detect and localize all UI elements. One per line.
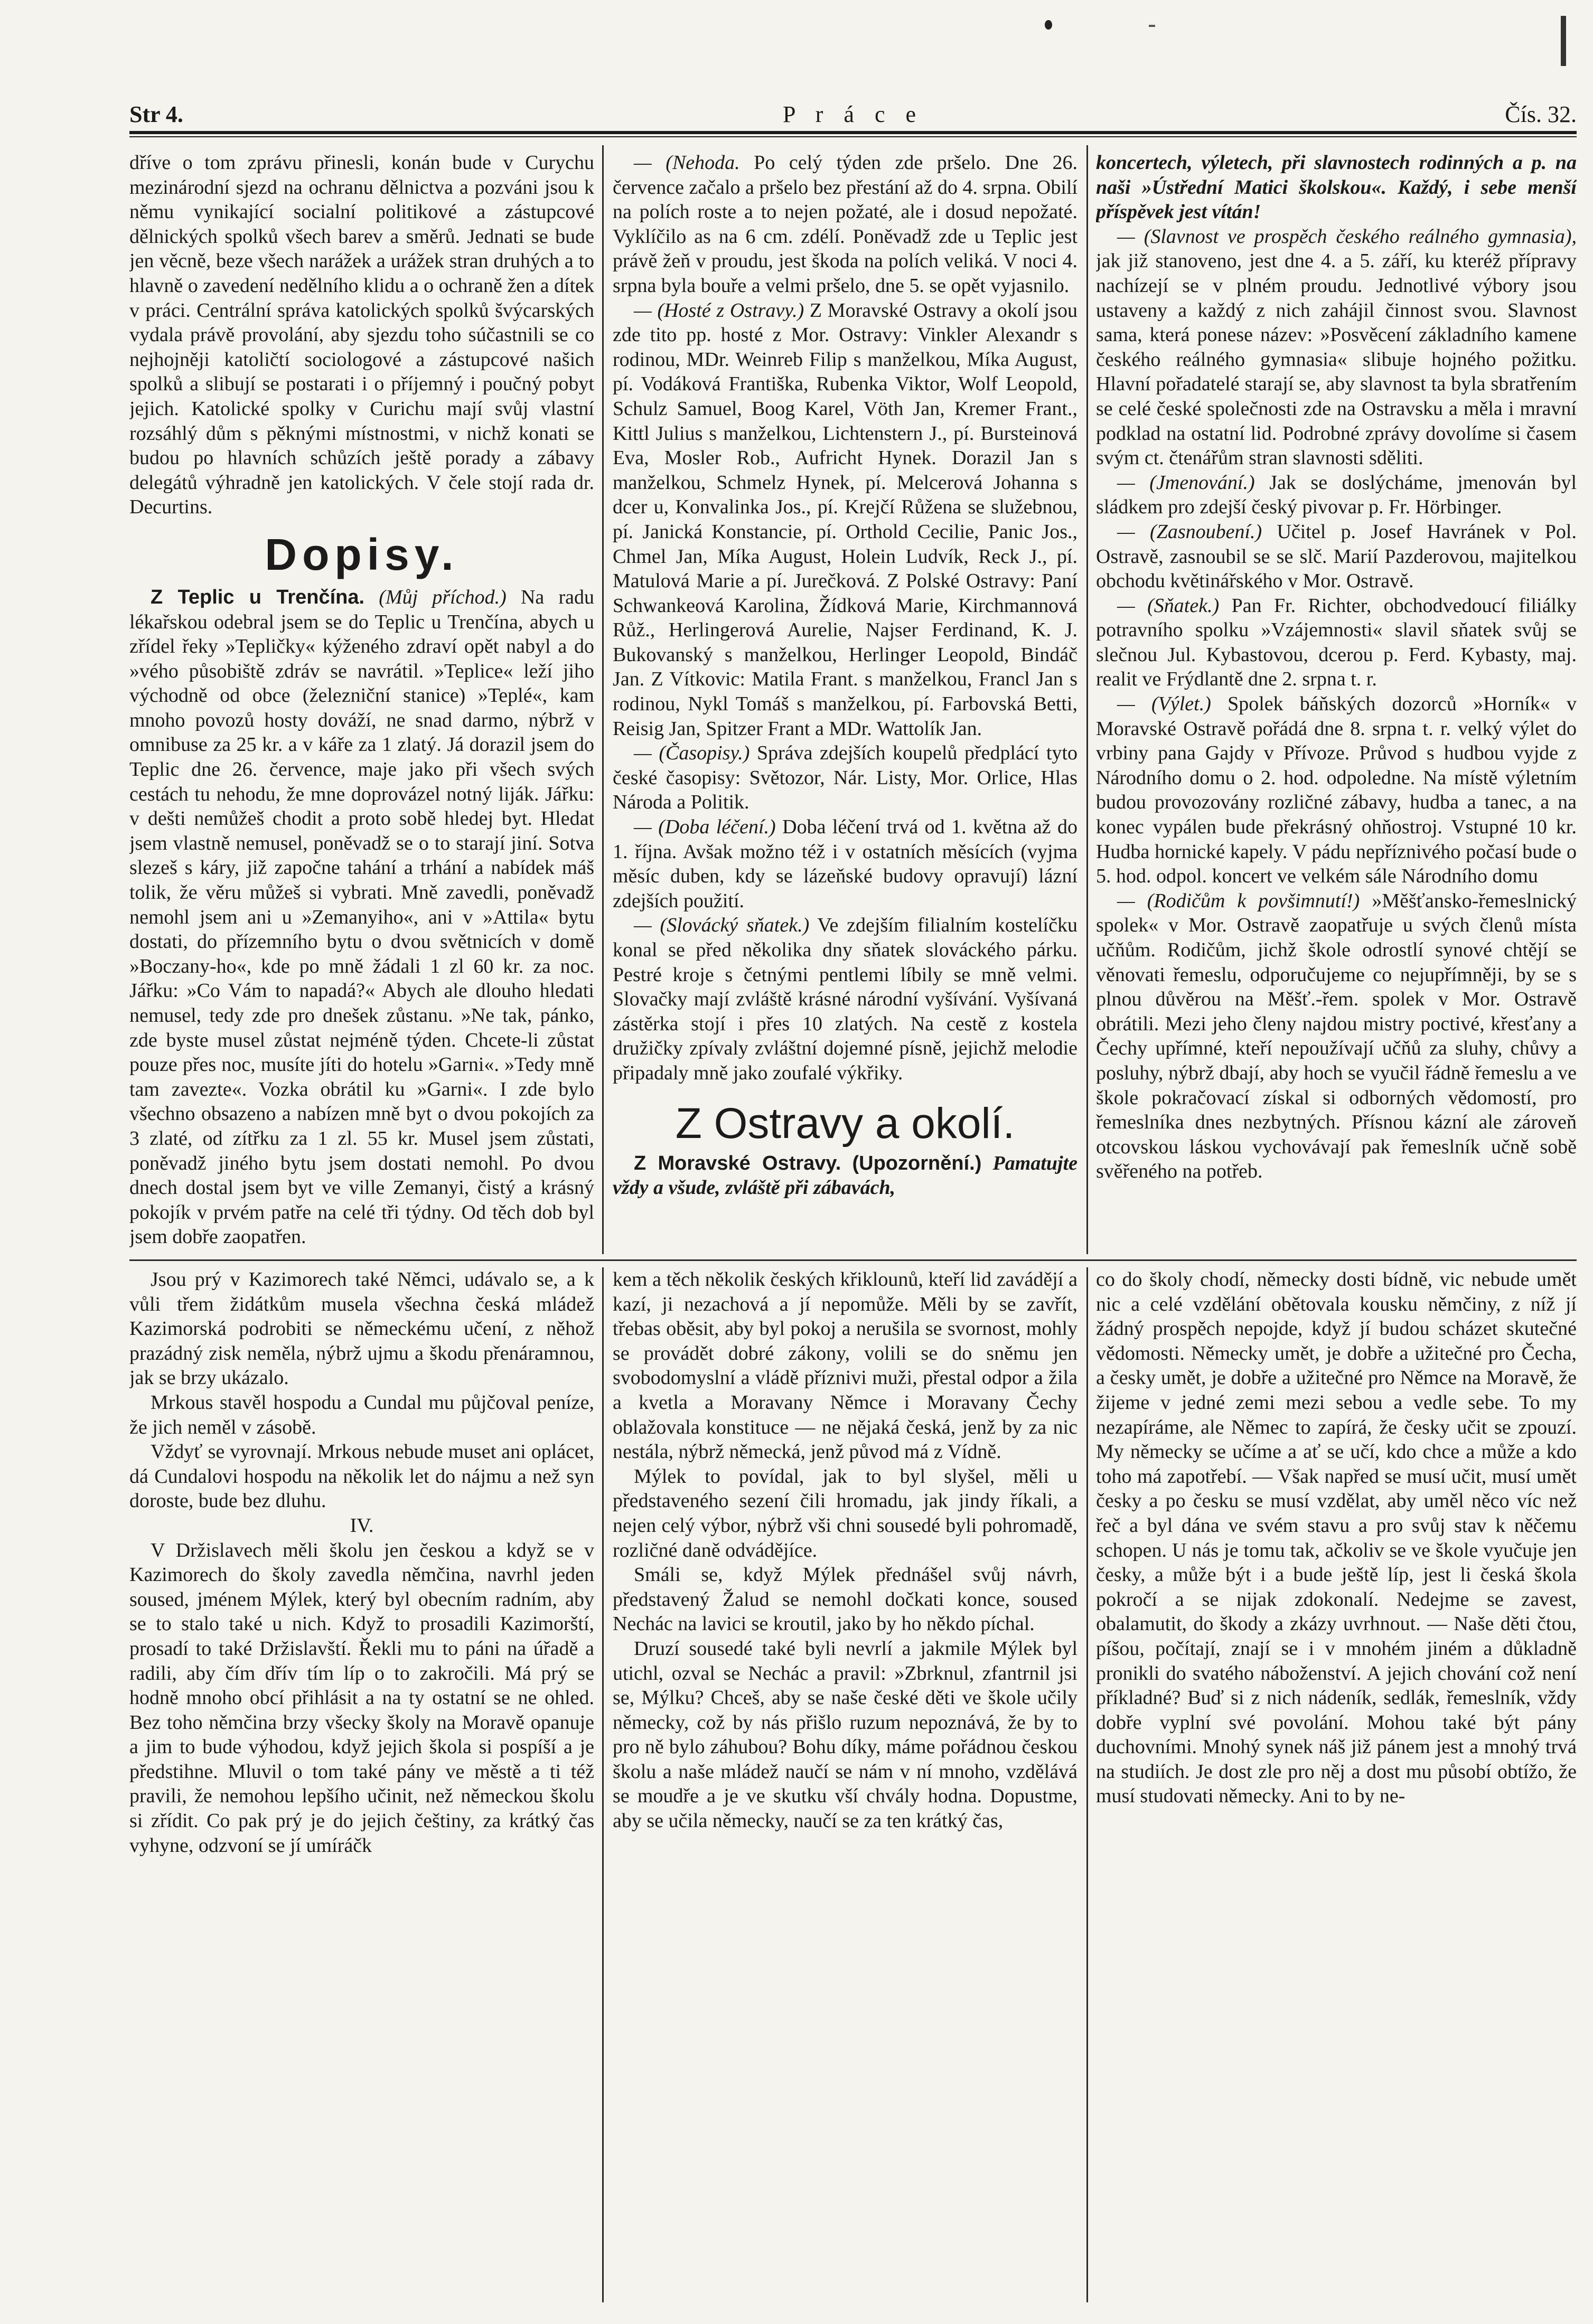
page-header bbox=[129, 98, 1577, 135]
news-item bbox=[1096, 471, 1577, 520]
story-paragraph: Jsou prý v Kazimorech také Němci, udávalo se, a k vůli třem židátkům musela všechna česká mládež Kazimorská podrobiti se německému učení, z něhož prazádný zisk neměla, nýbrž ujmu a škodu přenáramnou, jak se brzy ukázalo. bbox=[129, 1268, 594, 1389]
news-item bbox=[613, 741, 1077, 815]
news-item-body: Ve zdejším filialním kostelíčku konal se před několika dny sňatek slováckého párku. Pestré kroje s četnými pentlemi líbily se mně velmi. Slovačky mají zvláště krásné národní vyšívání. Vyšívaná zástěrka stojí i přes 10 zlatých. Na cestě z kostela družičky zpívaly zvláštní dojemné písně, jejichž melodie připadaly mně jako zoufalé výkřiky. bbox=[613, 914, 1077, 1084]
header-rule-thin bbox=[129, 136, 1577, 137]
news-item-title: — (Rodičům k povšimnutí!) bbox=[1117, 889, 1360, 912]
section-heading-dopisy: Dopisy. bbox=[265, 529, 459, 579]
column-5 bbox=[613, 1267, 1077, 2302]
news-item-body: Spolek báňských dozorců »Horník« v Moravské Ostravě pořádá dne 8. srpna t. r. velký výlet do vrbiny pana Gajdy v Přívoze. Průvod s hudbou vyjde z Národního domu o 2. hod. odpoledne. Na místě výletním budou provozovány rozličné zábavy, hudba a tanec, a na konec vypálen bude překrásný ohňostroj. Vstupné 10 kr. Hudba hornické kapely. V pádu nepříznivého počasí bude o 5. hod. odpol. koncert ve velkém sále Národního domu bbox=[1096, 693, 1577, 888]
print-speck bbox=[1045, 20, 1052, 30]
news-item bbox=[613, 150, 1077, 298]
news-item-title: — (Jmenování.) bbox=[1117, 471, 1255, 494]
print-speck bbox=[1149, 25, 1155, 27]
story-paragraph: Mýlek to povídal, jak to byl slyšel, měli u představeného sezení čili hromadu, jak jindy říkali, a nejen celý výbor, nýbrž vši chni sousedé byli pohromadě, rozličné daně odvádějíce. bbox=[613, 1465, 1077, 1561]
news-item bbox=[613, 1151, 1077, 1200]
dateline: Z Moravské Ostravy. bbox=[634, 1152, 841, 1174]
page-edge-mark bbox=[1561, 16, 1566, 66]
page-number: Str 4. bbox=[129, 101, 183, 127]
news-item-body: Po celý týden zde pršelo. Dne 26. července začalo a pršelo bez přestání až do 4. srpna. Obilí na polích roste a to nejen požaté, ale i dosud nepožaté. Vyklíčilo as na 6 cm. zdélí. Poněvadž zde u Teplic jest právě žeň v proudu, jest škoda na polích veliká. V noci 4. srpna byla bouře a velmi pršelo, dne 5. se opět vyjasnilo. bbox=[613, 152, 1077, 297]
news-item-body: Pamatujte vždy a všude, zvláště při zábavách, bbox=[613, 1152, 1077, 1199]
header-rule bbox=[129, 131, 1577, 134]
news-item bbox=[1096, 889, 1577, 1184]
news-item bbox=[1096, 594, 1577, 692]
masthead-title: P r á c e bbox=[782, 101, 924, 127]
article-text: koncertech, výletech, při slavnostech rodinných a p. na naši »Ústřední Matici školskou«. Každý, i sebe menší příspěvek jest vítán! bbox=[1096, 152, 1577, 223]
news-item bbox=[613, 913, 1077, 1085]
story-paragraph: V Držislavech měli školu jen českou a když se v Kazimorech do školy zavedla němčina, navrhl jeden soused, jménem Mýlek, který byl obecním radním, aby se to stalo také u nich. Když to prosadili Kazimorští, prosadí to také Držislavští. Řekli mu to páni na úřadě a radili, aby čím dřív tím líp o to zakročili. Má prý se hodně mnoho obcí přihlásit a na ty ostatní se ne ohled. Bez toho němčina brzy všecky školy na Moravě opanuje a jim to bude výhodou, když jejich škola si pospíší a je předstihne. Mluvil o tom také pány ve městě a ti též pravili, že nemohou lepšího učinit, než německou školu si zřídit. Co pak prý je do jejich češtiny, za krátký čas vyhyne, odzvoní se jí umíráčk bbox=[129, 1539, 594, 1857]
news-item-title: — (Nehoda. bbox=[634, 152, 740, 174]
column-divider bbox=[1086, 145, 1088, 1254]
column-divider bbox=[602, 1267, 604, 2302]
news-item-title: — (Časopisy.) bbox=[634, 742, 750, 765]
news-item bbox=[613, 298, 1077, 741]
story-paragraph: Mrkous stavěl hospodu a Cundal mu půjčoval peníze, že jich neměl v zásobě. bbox=[129, 1391, 594, 1438]
chapter-number: IV. bbox=[350, 1514, 374, 1537]
section-heading-ostrava: Z Ostravy a okolí. bbox=[675, 1099, 1015, 1147]
dateline: Z Teplic u Trenčína. bbox=[151, 586, 365, 608]
news-item-title: — (Slavnost ve prospěch českého reálného gymnasia), bbox=[1117, 225, 1577, 248]
news-item-title: (Upozornění.) bbox=[852, 1152, 982, 1174]
story-paragraph: Druzí sousedé také byli nevrlí a jakmile Mýlek byl utichl, ozval se Nechác a pravil: »Zbrknul, zfantrnil jsi se, Mýlku? Chceš, aby se naše české děti ve škole učily německy, což by nás přišlo ruzum nepoznává, že by to pro ně bylo záhubou? Bohu díky, máme pořádnou českou školu a naše mládež naučí se nám v ní mnoho, vzdělává se moudře a je ve skutku vší chvály hodna. Dopustme, aby se učila německy, naučí se za ten krátký čas, bbox=[613, 1637, 1077, 1832]
story-paragraph: kem a těch několik českých křiklounů, kteří lid zavádějí a kazí, ji nezachová a jí nepomůže. Měli by se zavřít, třebas oběsit, aby byl pokoj a nerušila se svornost, mohly se provádět dobré zákony, volili se do sněmu jen svobodomyslní a vládě příznivi muži, přestal odpor a žila a kvetla a Moravany Němce i Moravany Čechy oblažovala konstituce — ne nějaká česká, jenž by za nic nestála, nýbrž německá, jenž původ má z Vídně. bbox=[613, 1268, 1077, 1463]
letter-teplic bbox=[129, 585, 594, 1249]
news-item bbox=[1096, 224, 1577, 471]
column-4 bbox=[129, 1267, 594, 2302]
news-item-title: — (Doba léčení.) bbox=[634, 816, 776, 839]
news-item-title: — (Výlet.) bbox=[1117, 693, 1211, 716]
news-item bbox=[1096, 520, 1577, 594]
column-1 bbox=[129, 150, 594, 1254]
column-6 bbox=[1096, 1267, 1577, 2302]
news-item-body: Doba léčení trvá od 1. května až do 1. října. Avšak možno též i v ostatních měsících (vyjma měsíc duben, kdy se lázeňské budovy opravují) lázní zdejších použití. bbox=[613, 816, 1077, 912]
news-item-title: — (Slovácký sňatek.) bbox=[634, 914, 810, 937]
news-item-body: jak již stanoveno, jest dne 4. a 5. září, ku kteréž přípravy nachízejí se v plném proudu. Jednotlivé výbory jsou ustaveny a každý z nich zahájil činnost svou. Slavnost sama, která ponese název: »Posvěcení základního kamene českého reálného gymnasia« slibuje hojného požitku. Hlavní pořadatelé starají se, aby slavnost ta byla sbratřením se celé české společnosti zde na Ostravsku a měla i mravní podklad na ostatní lid. Podrobné zprávy dovolíme si časem svým ct. čtenářům stran slavnosti sděliti. bbox=[1096, 250, 1577, 469]
section-divider bbox=[129, 1259, 1577, 1261]
story-paragraph: co do školy chodí, německy dosti bídně, vic nebude umět nic a celé vzdělání obětovala kousku němčiny, z níž jí žádný prospěch nepojde, když jí budou scházet skutečné vědomosti. Německy umět, je dobře a užitečné pro Čecha, a česky umět, je dobře a užitečné pro Němce na Moravě, že žijeme v jedné zemi mezi sebou a vedle sebe. To my nezapíráme, ale Němec to zapírá, že česky učit se zpouzí. My německy se učíme a ať se učí, kdo chce a může a kdo toho má zapotřebí. — Však napřed se musí učit, musí umět česky a po česku se musí vzdělat, aby uměl něco víc než řeč a byl dána ve svém stavu a pro svůj stav k něčemu schopen. U nás je tomu tak, ačkoliv se ve škole vyučuje jen česky, a může být i a bude ještě líp, jest li česká škola pokročí a se nijak zdokonalí. Nedejme se zavest, obalamutit, do škody a zkázy uvrhnout. — Naše děti čtou, píšou, počítají, znají se i v mnohém jiném a důkladně pronikli do svatého náboženství. A jejich chování což není příkladné? Buď si z nich nádeník, sedlák, řemeslník, vždy dobře vyplní své povolání. Mohou také být pány duchovními. Mnohý synek náš již pánem jest a mnohý trvá na studiích. Je dost zle pro něj a dost mu působí obtížo, že musí studovati německy. Ani to by ne- bbox=[1096, 1268, 1577, 1808]
letter-body: Na radu lékařskou odebral jsem se do Teplic u Trenčína, abych u zřídel řeky »Tepličky« kýženého zdraví opět nabyl a do »vého působiště zdráv se navrátil. »Teplice« leží jiho východně od obce (železniční stanice) »Teplé«, kam mnoho povozů hosty dováží, ne snad darmo, nýbrž v omnibuse za 25 kr. a v káře za 1 zlatý. Já dorazil jsem do Teplic dne 26. července, maje jako při všech svých cestách tu nehodu, že mne doprovázel notný liják. Jářku: v dešti nemůžeš chodit a proto sobě hledej byt. Hledat jsem vlastně nemusel, poněvadž se o to starají jiní. Sotva slezeš s káry, již započne tahání a trhání a nabídek máš tolik, že věru můžeš si vybrati. Mně zavedli, poněvadž nemohl jsem ani u »Zemanyiho«, ani v »Attila« bytu dostati, do přízemního bytu o dvou světnicích v domě »Boczany-ho«, kde po mně žádali 1 zl 60 kr. za noc. Jářku: »Co Vám to napadá?« Abych ale dlouho hledati nemusel, tedy zde pro dnešek zůstanu. »Ne tak, pánko, zde byste musel zůstat nejméně týden. Chcete-li zůstat pouze přes noc, musíte jíti do hotelu »Garni«. »Tedy mně tam zavezte«. Vozka obrátil ku »Garni«. I zde bylo všechno obsazeno a nabízen mně byt o dvou pokojích za 3 zlaté, od zítřku za 1 zl. 55 kr. Musel jsem zůstati, poněvadž jiného bytu jsem dostati nemohl. Po dvou dnech dostal jsem byt ve ville Zemanyi, čistý a krásný pokojík v prvém patře na celé tři týdny. Od těch dob byl jsem dobře zaopatřen. bbox=[129, 586, 594, 1248]
column-2 bbox=[613, 150, 1077, 1254]
story-paragraph: Smáli se, když Mýlek přednášel svůj návrh, představený Žalud se nemohl dočkati konce, soused Nechác na lavici se kroutil, jako by ho někdo píchal. bbox=[613, 1564, 1077, 1635]
news-item-body: Učitel p. Josef Havránek v Pol. Ostravě, zasnoubil se se slč. Marií Pazderovou, majitelkou obchodu květinářského v Mor. Ostravě. bbox=[1096, 520, 1577, 592]
news-item-body: »Měšťansko-řemeslnický spolek« v Mor. Ostravě zaopatřuje u svých členů místa učňům. Rodičům, jichž škole odrostlí synové chtějí se věnovati řemeslu, odporučujeme co nejupřímněji, by se s plnou důvěrou na Měšť.-řem. spolek v Mor. Ostravě obrátili. Mezi jeho členy najdou mistry poctivé, křesťany a Čechy upřímné, kteří nepoužívají učňů za sluhy, chůvy a posluhy, nýbrž dbají, aby hoch se vyučil řádně řemeslu a ve škole pokračovací získal si odborných vědomostí, pro řemeslníka dnes nezbytných. Přísnou kázní ale zároveň otcovskou láskou vychovávají pak řemeslník učně sobě svěřeného na potřeb. bbox=[1096, 889, 1577, 1183]
article-text: dříve o tom zprávu přinesli, konán bude v Curychu mezinárodní sjezd na ochranu dělnictva a pozváni jsou k němu vynikající socialní politikové a zástupcové dělnických spolků všech barev a směrů. Jednati se bude jen věcně, beze všech narážek a urážek stran druhých a to hlavně o zavedení nedělního klidu a o ochraně žen a dítek v práci. Centrální správa katolických spolků švýcarských vydala právě provolání, aby sjezdu toho súčastnili se co nejhojněji katoličtí sociologové a zástupcové našich spolků a slibují se postarati i o příjemný i poučný pobyt jejich. Katolické spolky v Curichu mají svůj vlastní rozsáhlý dům s pěknými místnostmi, v nichž konati se budou po hlavních schůzích ještě porady a zábavy delegátů výhradně jen katolických. V čele stojí rada dr. Decurtins. bbox=[129, 152, 594, 519]
column-divider bbox=[602, 145, 604, 1254]
issue-number: Čís. 32. bbox=[1505, 101, 1577, 127]
news-item bbox=[613, 815, 1077, 913]
news-item-title: — (Zasnoubení.) bbox=[1117, 520, 1262, 543]
news-item-title: — (Hosté z Ostravy.) bbox=[634, 299, 804, 322]
news-item-body: Správa zdejších koupelů předplácí tyto české časopisy: Světozor, Nár. Listy, Mor. Orlice, Hlas Národa a Politik. bbox=[613, 742, 1077, 814]
story-paragraph: Vždyť se vyrovnají. Mrkous nebude muset ani oplácet, dá Cundalovi hospodu na několik let do nájmu a než syn doroste, bude bez dluhu. bbox=[129, 1441, 594, 1512]
column-divider bbox=[1086, 1267, 1088, 2302]
news-item-body: Jak se doslýcháme, jmenován byl sládkem pro zdejší český pivovar p. Fr. Hörbinger. bbox=[1096, 471, 1577, 519]
letter-title: (Můj příchod.) bbox=[379, 586, 507, 608]
news-item-body: Pan Fr. Richter, obchodvedoucí filiálky potravního spolku »Vzájemnosti« slavil sňatek svůj se slečnou Jul. Kybastovou, dcerou p. Ferd. Kybasty, maj. realit ve Frýdlantě dne 2. srpna t. r. bbox=[1096, 594, 1577, 691]
news-item-body: Z Moravské Ostravy a okolí jsou zde tito pp. hosté z Mor. Ostravy: Vinkler Alexandr s rodinou, MDr. Weinreb Filip s manželkou, Míka August, pí. Vodáková Františka, Rubenka Viktor, Wolf Leopold, Schulz Samuel, Boog Karel, Vöth Jan, Kremer Frant., Kittl Julius s manželkou, Lichtenstern J., pí. Bursteinová Eva, Mosler Rob., Aufricht Hynek. Dorazil Jan s manželkou, Schmelz Hynek, pí. Melcerová Johanna s dcer u, Konvalinka Jos., pí. Krejčí Růžena se služebnou, pí. Janická Konstancie, pí. Orthold Cecilie, Panic Jos., Chmel Jan, Míka August, Holein Ludvík, Reck J., pí. Matulová Marie a pí. Jurečková. Z Polské Ostravy: Paní Schwankeová Karolina, Žídková Marie, Kirchmannová Růž., Herlingerová Aurelie, Najser Ferdinand, K. J. Bukovanský s manželkou, Herlinger Leopold, Bindáč Jan. Z Vítkovic: Matila Frant. s manželkou, Francl Jan s rodinou, Nykl Tomáš s manželkou, pí. Farbovská Betti, Reisig Jan, Spitzer Frant a MDr. Wattolík Jan. bbox=[613, 299, 1077, 740]
news-item-title: — (Sňatek.) bbox=[1117, 594, 1220, 617]
news-item bbox=[1096, 692, 1577, 889]
column-3 bbox=[1096, 150, 1577, 1254]
